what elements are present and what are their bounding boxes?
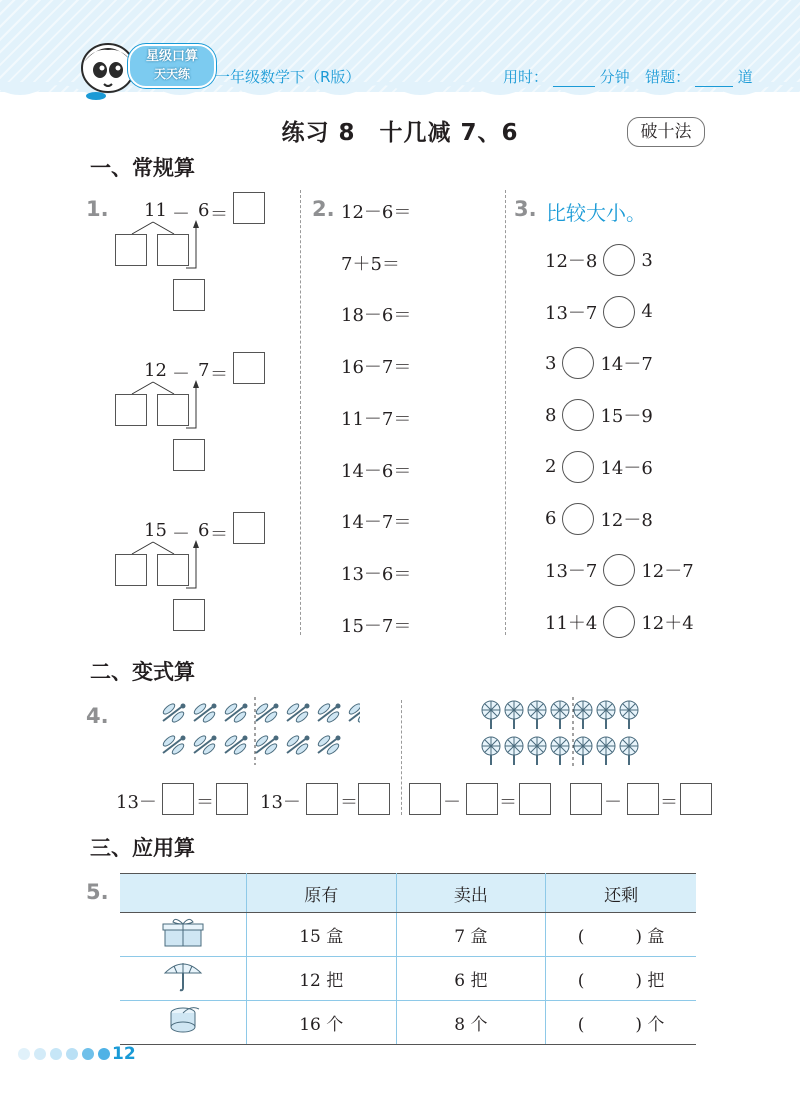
sales-table	[120, 873, 696, 1045]
answer-box[interactable]	[358, 783, 390, 815]
split-box-left[interactable]	[115, 234, 147, 266]
compare-left: 13－7	[545, 561, 598, 583]
section1-title: 一、常规算	[90, 156, 195, 180]
q3-number: 3.	[514, 197, 537, 221]
q5-number: 5.	[86, 880, 109, 904]
q2-equation: 14－6＝	[341, 460, 412, 482]
dragonfly-icon	[224, 702, 248, 724]
compare-right: 12－7	[641, 561, 694, 583]
errors-label: 错题：	[645, 68, 691, 86]
table-row	[120, 1001, 696, 1045]
item-cell	[120, 913, 246, 957]
answer-box[interactable]	[233, 512, 265, 544]
minus-sign: －	[443, 792, 461, 813]
header-cell-left: 还剩	[546, 874, 696, 913]
intermediate-box[interactable]	[173, 439, 205, 471]
q2-equation: 12－6＝	[341, 202, 412, 223]
compare-right: 12－8	[600, 509, 653, 531]
compare-circle[interactable]	[562, 399, 594, 431]
eq-prefix: 13－	[260, 792, 301, 813]
split-box-right[interactable]	[157, 554, 189, 586]
q1-equals: ＝	[210, 204, 228, 225]
intermediate-box[interactable]	[173, 599, 205, 631]
compare-row	[545, 398, 653, 432]
header-cell-item	[120, 874, 246, 913]
dragonfly-icon	[255, 702, 279, 724]
lollipop-icon	[528, 737, 546, 765]
q1-op: －	[172, 524, 190, 545]
q1-minuend: 11	[144, 200, 167, 221]
dragonfly-icon	[193, 702, 217, 724]
q4-equation-1	[116, 781, 256, 817]
logo-badge	[128, 44, 216, 88]
header-cell-sold: 卖出	[396, 874, 546, 913]
q1-number: 1.	[86, 197, 109, 221]
dragonfly-icon	[286, 702, 310, 724]
column-divider	[300, 190, 301, 635]
dragonfly-icon	[317, 734, 341, 756]
footer-dot	[34, 1048, 46, 1060]
answer-box[interactable]	[409, 783, 441, 815]
compare-circle[interactable]	[562, 451, 594, 483]
equals-sign: ＝	[196, 792, 214, 813]
sold-cell: 7 盒	[396, 913, 546, 957]
dragonfly-icon	[317, 702, 341, 724]
intermediate-box[interactable]	[173, 279, 205, 311]
dragonfly-icon	[286, 734, 310, 756]
item-cell	[120, 957, 246, 1001]
had-cell: 15 盒	[246, 913, 396, 957]
split-box-left[interactable]	[115, 554, 147, 586]
lollipop-icon	[620, 701, 638, 729]
lollipop-icon	[574, 701, 592, 729]
compare-circle[interactable]	[603, 554, 635, 586]
compare-left: 3	[545, 352, 557, 374]
dragonfly-icon	[348, 702, 360, 724]
lollipop-icon	[551, 737, 569, 765]
compare-right: 14－6	[600, 457, 653, 479]
q2-equation: 11－7＝	[341, 408, 412, 430]
lollipop-icon	[482, 701, 500, 729]
answer-box[interactable]	[306, 783, 338, 815]
errors-unit: 道	[737, 68, 753, 86]
compare-row	[545, 553, 694, 587]
answer-box[interactable]	[162, 783, 194, 815]
answer-box[interactable]	[216, 783, 248, 815]
compare-right: 3	[641, 249, 653, 271]
dragonfly-icon	[193, 734, 217, 756]
split-box-right[interactable]	[157, 234, 189, 266]
compare-left: 11＋4	[545, 612, 598, 634]
q1-equals: ＝	[210, 364, 228, 385]
time-blank[interactable]	[553, 68, 595, 87]
left-cell[interactable]: ( ) 盒	[546, 913, 696, 957]
left-cell[interactable]: ( ) 把	[546, 957, 696, 1001]
q2-equation: 15－7＝	[341, 615, 412, 637]
q1-subtrahend: 6	[198, 520, 210, 541]
lollipop-icon	[597, 701, 615, 729]
compare-circle[interactable]	[603, 296, 635, 328]
table-header-row	[120, 874, 696, 913]
compare-row	[545, 346, 653, 380]
q2-equation: 16－7＝	[341, 357, 412, 379]
answer-box[interactable]	[466, 783, 498, 815]
answer-box[interactable]	[233, 192, 265, 224]
q4-equation-3	[409, 781, 559, 817]
dragonfly-icon	[255, 734, 279, 756]
table-row	[120, 913, 696, 957]
q1-item	[110, 188, 280, 318]
compare-left: 12－8	[545, 251, 598, 272]
footer-dot	[98, 1048, 110, 1060]
compare-row	[545, 295, 653, 329]
answer-box[interactable]	[627, 783, 659, 815]
lollipop-picture	[478, 697, 668, 772]
compare-row	[545, 605, 694, 639]
answer-box[interactable]	[680, 783, 712, 815]
split-box-left[interactable]	[115, 394, 147, 426]
q4-equation-4	[570, 781, 720, 817]
page-title: 练习 8 十几减 7、6	[281, 120, 519, 146]
had-cell: 16 个	[246, 1001, 396, 1045]
had-cell: 12 把	[246, 957, 396, 1001]
compare-circle[interactable]	[562, 503, 594, 535]
compare-left: 13－7	[545, 302, 598, 324]
logo-line1: 星级口算	[145, 49, 198, 64]
lollipop-icon	[505, 701, 523, 729]
lollipop-icon	[505, 737, 523, 765]
time-label: 用时：	[503, 68, 549, 86]
compare-row	[545, 450, 653, 484]
eq-prefix: 13－	[116, 792, 157, 813]
answer-box[interactable]	[519, 783, 551, 815]
column-divider	[505, 190, 506, 635]
lollipop-icon	[551, 701, 569, 729]
q4-equation-2	[260, 781, 400, 817]
dragonfly-icon	[224, 734, 248, 756]
dragonfly-picture	[160, 697, 360, 767]
sold-cell: 8 个	[396, 1001, 546, 1045]
lollipop-icon	[574, 737, 592, 765]
footer-dot	[50, 1048, 62, 1060]
equals-sign: ＝	[660, 792, 678, 813]
q1-item	[110, 508, 280, 638]
q2-equation: 7＋5＝	[341, 253, 400, 275]
section2-title: 二、变式算	[90, 660, 195, 684]
q2-equation: 13－6＝	[341, 563, 412, 585]
q1-op: －	[172, 364, 190, 385]
gift-box-icon	[161, 916, 205, 948]
compare-right: 4	[641, 301, 653, 323]
q1-subtrahend: 7	[198, 360, 210, 381]
q3-instruction: 比较大小。	[546, 201, 646, 225]
compare-circle[interactable]	[603, 244, 635, 276]
method-tag: 破十法	[627, 117, 705, 147]
compare-right: 14－7	[600, 354, 653, 376]
table-row	[120, 957, 696, 1001]
compare-right: 12＋4	[641, 612, 694, 634]
item-cell	[120, 1001, 246, 1045]
compare-circle[interactable]	[603, 606, 635, 638]
compare-circle[interactable]	[562, 347, 594, 379]
time-group	[503, 66, 753, 87]
compare-left: 2	[545, 456, 557, 478]
split-box-right[interactable]	[157, 394, 189, 426]
compare-left: 8	[545, 404, 557, 426]
q1-op: －	[172, 204, 190, 225]
minus-sign: －	[604, 792, 622, 813]
q2-equation: 18－6＝	[341, 305, 412, 327]
header-cell-had: 原有	[246, 874, 396, 913]
footer-dots	[18, 1048, 108, 1062]
dragonfly-icon	[162, 734, 186, 756]
lollipop-icon	[620, 737, 638, 765]
umbrella-icon	[161, 959, 205, 993]
compare-left: 6	[545, 508, 557, 529]
q1-minuend: 15	[144, 520, 167, 541]
answer-box[interactable]	[233, 352, 265, 384]
errors-blank[interactable]	[695, 68, 733, 87]
page-number: 12	[112, 1044, 136, 1064]
time-unit: 分钟	[599, 68, 630, 86]
logo-line2: 天天练	[153, 67, 190, 81]
q1-subtrahend: 6	[198, 200, 210, 221]
lollipop-icon	[482, 737, 500, 765]
q4-number: 4.	[86, 704, 109, 728]
yoyo-icon	[161, 1003, 205, 1037]
q1-item	[110, 348, 280, 478]
left-cell[interactable]: ( ) 个	[546, 1001, 696, 1045]
footer-dot	[82, 1048, 94, 1060]
equals-sign: ＝	[340, 792, 358, 813]
q2-equation: 14－7＝	[341, 512, 412, 534]
logo	[78, 38, 218, 102]
q1-equals: ＝	[210, 524, 228, 545]
answer-box[interactable]	[570, 783, 602, 815]
q4-divider	[401, 700, 402, 815]
section3-title: 三、应用算	[90, 836, 195, 860]
equals-sign: ＝	[499, 792, 517, 813]
compare-row	[545, 243, 653, 277]
compare-right: 15－9	[600, 406, 653, 428]
lollipop-icon	[597, 737, 615, 765]
lollipop-icon	[528, 701, 546, 729]
sold-cell: 6 把	[396, 957, 546, 1001]
footer-dot	[66, 1048, 78, 1060]
q1-minuend: 12	[144, 360, 167, 381]
book-title: 一年级数学下（R版）	[215, 68, 361, 86]
dragonfly-icon	[162, 702, 186, 724]
q2-number: 2.	[312, 197, 335, 221]
compare-row	[545, 502, 653, 536]
footer-dot	[18, 1048, 30, 1060]
